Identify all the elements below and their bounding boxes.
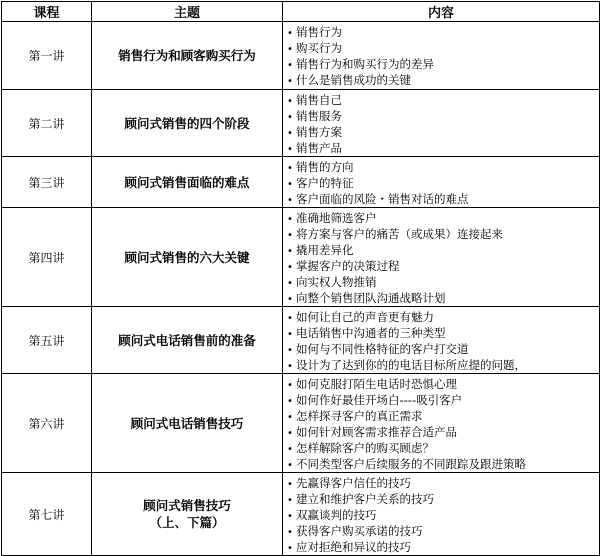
table-row xyxy=(2,157,600,208)
list-item: • 不同类型客户后续服务的不同跟踪及跟进策略 xyxy=(287,456,599,472)
list-item: • 向整个销售团队沟通战略计划 xyxy=(287,290,599,306)
topic-title: 顾问式电话销售技巧 xyxy=(130,415,244,431)
list-item: • 销售产品 xyxy=(287,140,599,156)
list-item: • 设计为了达到你的的电话目标所应提的问题， xyxy=(287,357,599,373)
topic-cell xyxy=(92,22,283,90)
content-cell xyxy=(283,374,600,473)
lecture-cell: 第七讲 xyxy=(2,473,92,556)
content-list xyxy=(283,24,599,88)
content-cell xyxy=(283,157,600,208)
topic-cell xyxy=(92,157,283,208)
table-body xyxy=(2,22,600,556)
header-topic: 主题 xyxy=(92,2,283,22)
list-item: • 怎样解除客户的购买顾虑？ xyxy=(287,440,599,456)
list-item: • 获得客户购买承诺的技巧 xyxy=(287,523,599,539)
topic-subtitle: （上、下篇） xyxy=(149,515,225,530)
list-item: • 掌握客户的决策过程 xyxy=(287,258,599,274)
topic-cell xyxy=(92,208,283,307)
lecture-cell: 第四讲 xyxy=(2,208,92,307)
list-item: • 销售方案 xyxy=(287,124,599,140)
content-list xyxy=(283,475,599,555)
content-list xyxy=(283,92,599,156)
list-item: • 应对拒绝和异议的技巧 xyxy=(287,539,599,555)
topic-cell xyxy=(92,374,283,473)
content-cell xyxy=(283,22,600,90)
topic-cell xyxy=(92,307,283,374)
content-list xyxy=(283,159,599,207)
list-item: • 销售自己 xyxy=(287,92,599,108)
table-row xyxy=(2,208,600,307)
content-list xyxy=(283,210,599,306)
topic-title: 顾问式销售技巧 xyxy=(143,498,231,513)
table-row xyxy=(2,473,600,556)
topic-title: 顾问式销售的四个阶段 xyxy=(124,115,250,131)
course-table xyxy=(1,1,600,556)
list-item: • 先赢得客户信任的技巧 xyxy=(287,475,599,491)
content-cell xyxy=(283,473,600,556)
lecture-cell: 第六讲 xyxy=(2,374,92,473)
lecture-cell: 第五讲 xyxy=(2,307,92,374)
list-item: • 销售的方向 xyxy=(287,159,599,175)
list-item: • 如何克服打陌生电话时恐惧心理 xyxy=(287,376,599,392)
list-item: • 如何让自己的声音更有魅力 xyxy=(287,309,599,325)
content-list xyxy=(283,309,599,373)
list-item: • 销售行为和购买行为的差异 xyxy=(287,56,599,72)
list-item: • 销售服务 xyxy=(287,108,599,124)
content-list xyxy=(283,376,599,472)
list-item: • 将方案与客户的痛苦（或成果）连接起来 xyxy=(287,226,599,242)
content-cell xyxy=(283,90,600,157)
list-item: • 准确地筛选客户 xyxy=(287,210,599,226)
list-item: • 怎样探寻客户的真正需求 xyxy=(287,408,599,424)
header-course: 课程 xyxy=(2,2,92,22)
list-item: • 客户面临的风险・销售对话的难点 xyxy=(287,191,599,207)
list-item: • 如何作好最佳开场白----吸引客户 xyxy=(287,392,599,408)
header-content: 内容 xyxy=(283,2,600,22)
list-item: • 向实权人物推销 xyxy=(287,274,599,290)
topic-cell xyxy=(92,473,283,556)
table-row xyxy=(2,307,600,374)
table-row xyxy=(2,22,600,90)
list-item: • 建立和维护客户关系的技巧 xyxy=(287,491,599,507)
topic-title: 顾问式销售面临的难点 xyxy=(124,174,250,190)
topic-cell xyxy=(92,90,283,157)
list-item: • 双赢谈判的技巧 xyxy=(287,507,599,523)
topic-title: 顾问式销售的六大关键 xyxy=(124,249,250,265)
list-item: • 销售行为 xyxy=(287,24,599,40)
list-item: • 电话销售中沟通者的三种类型 xyxy=(287,325,599,341)
content-cell xyxy=(283,208,600,307)
list-item: • 撬用差异化 xyxy=(287,242,599,258)
lecture-cell: 第三讲 xyxy=(2,157,92,208)
lecture-cell: 第二讲 xyxy=(2,90,92,157)
list-item: • 购买行为 xyxy=(287,40,599,56)
table-row xyxy=(2,374,600,473)
lecture-cell: 第一讲 xyxy=(2,22,92,90)
content-cell xyxy=(283,307,600,374)
topic-title: 顾问式电话销售前的准备 xyxy=(118,332,256,348)
list-item: • 客户的特征 xyxy=(287,175,599,191)
list-item: • 如何针对顾客需求推荐合适产品 xyxy=(287,424,599,440)
header-row xyxy=(2,2,600,22)
list-item: • 什么是销售成功的关键 xyxy=(287,72,599,88)
list-item: • 如何与不同性格特征的客户打交道 xyxy=(287,341,599,357)
topic-title: 销售行为和顾客购买行为 xyxy=(118,48,256,63)
table-row xyxy=(2,90,600,157)
